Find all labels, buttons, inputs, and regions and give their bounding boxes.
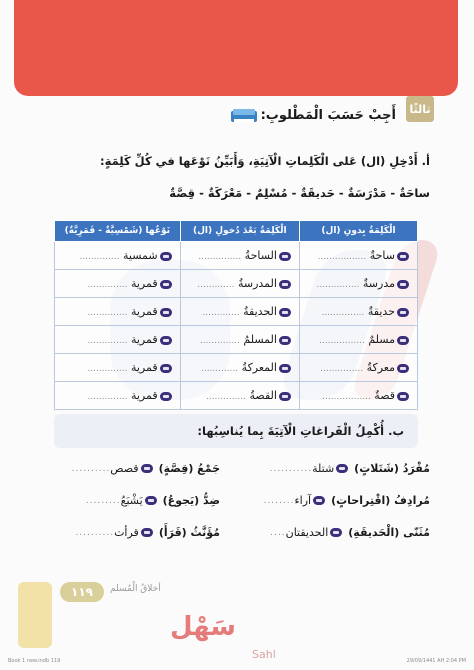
word-list: ساحَةٌ - مَدْرَسَةٌ - حَديقَةٌ - مُسْلِمٌ - مَعْرَكَةٌ - قِصَّةٌ bbox=[169, 186, 430, 200]
table-header-row bbox=[55, 221, 418, 242]
table-cell: قمرية .............. bbox=[55, 326, 181, 354]
book-icon bbox=[230, 107, 258, 125]
cell-answer: المسلمُ bbox=[243, 333, 277, 346]
exercise-answer: آراء bbox=[294, 494, 312, 507]
exercise-answer: قرأت bbox=[114, 526, 139, 539]
table-row bbox=[55, 382, 418, 410]
exercise-row: ضِدُّ (يَجوعُ) يَشْبَعُ ......... bbox=[85, 494, 220, 507]
exercise-answer: قصص bbox=[110, 462, 139, 475]
bullet-icon bbox=[313, 496, 325, 505]
print-info-right: 29/09/1441 AH 2:04 PM bbox=[406, 658, 466, 664]
cell-answer: المدرسةُ bbox=[237, 277, 277, 290]
bullet-icon bbox=[160, 308, 172, 317]
main-instruction: أَجِبْ حَسَبَ الْمَطْلوبِ: bbox=[260, 108, 396, 123]
bullet-icon bbox=[160, 392, 172, 401]
bullet-icon bbox=[279, 364, 291, 373]
bullet-icon bbox=[145, 496, 157, 505]
col-header-type: نَوْعُها (شَمْسِيَّةٌ - قَمَرِيَّةٌ) bbox=[55, 221, 181, 242]
cell-answer: قمرية bbox=[130, 361, 158, 374]
part-b-instruction: ب. أُكْمِلُ الْفَراغاتِ الْآتِيَةَ بِما يُناسِبُها: bbox=[197, 424, 404, 438]
table-cell: المدرسةُ ............. bbox=[180, 270, 299, 298]
bullet-icon bbox=[397, 336, 409, 345]
exercise-row: مُفْرَدُ (شَتَلاتٍ) شتلة ........... bbox=[269, 462, 430, 475]
page-number: ١١٩ bbox=[60, 582, 104, 602]
watermark-logo: سَهْل bbox=[170, 612, 236, 642]
cell-answer: معركةٌ bbox=[366, 361, 395, 374]
col-header-without-al: الْكَلِمَةُ بِدونِ (ال) bbox=[299, 221, 417, 242]
exercise-answer: يَشْبَعُ bbox=[120, 494, 143, 507]
exercise-row: مُرادِفُ (اقْتِراحاتٍ) آراء ........ bbox=[263, 494, 430, 507]
cell-answer: القصةُ bbox=[249, 389, 277, 402]
exercise-answer: الحديقتان bbox=[285, 526, 329, 539]
exercise-prompt: مُثَنّى (الْحَديقَةِ) bbox=[348, 526, 430, 539]
bullet-icon bbox=[279, 252, 291, 261]
exercise-row: جَمْعُ (قِصَّةٍ) قصص .......... bbox=[71, 462, 220, 475]
cell-answer: ساحةٌ bbox=[369, 249, 395, 262]
bullet-icon bbox=[397, 252, 409, 261]
table-cell: قصةٌ ................. bbox=[299, 382, 417, 410]
cell-answer: قصةٌ bbox=[374, 389, 395, 402]
section-badge: ثالثًا bbox=[406, 96, 434, 122]
bullet-icon bbox=[279, 336, 291, 345]
exercise-prompt: مُفْرَدُ (شَتَلاتٍ) bbox=[354, 462, 430, 475]
cell-answer: قمرية bbox=[130, 389, 158, 402]
bullet-icon bbox=[160, 364, 172, 373]
cell-answer: قمرية bbox=[130, 305, 158, 318]
bullet-icon bbox=[397, 308, 409, 317]
table-cell: القصةُ .............. bbox=[180, 382, 299, 410]
exercise-prompt: مُرادِفُ (اقْتِراحاتٍ) bbox=[331, 494, 430, 507]
bullet-icon bbox=[160, 280, 172, 289]
publisher-logo bbox=[18, 582, 52, 648]
bullet-icon bbox=[141, 464, 153, 473]
cell-answer: قمرية bbox=[130, 333, 158, 346]
footer-title: أخلاقُ الْمُسلم bbox=[110, 584, 161, 594]
bullet-icon bbox=[330, 528, 342, 537]
table-cell: حديقةٌ ............... bbox=[299, 298, 417, 326]
table-row bbox=[55, 354, 418, 382]
exercise-prompt: ضِدُّ (يَجوعُ) bbox=[162, 494, 220, 507]
bullet-icon bbox=[141, 528, 153, 537]
exercise-row: مُثَنّى (الْحَديقَةِ) الحديقتان .... bbox=[270, 526, 430, 539]
bullet-icon bbox=[397, 364, 409, 373]
bullet-icon bbox=[160, 336, 172, 345]
table-cell: الساحةُ ............... bbox=[180, 242, 299, 270]
table-row bbox=[55, 326, 418, 354]
exercise-prompt: مُؤَنَّثُ (قَرَأَ) bbox=[158, 526, 220, 539]
cell-answer: المعركةُ bbox=[241, 361, 277, 374]
cell-answer: حديقةٌ bbox=[367, 305, 395, 318]
table-cell: مسلمٌ ................ bbox=[299, 326, 417, 354]
table-cell: الحديقةُ ............. bbox=[180, 298, 299, 326]
bullet-icon bbox=[279, 280, 291, 289]
table-cell: مدرسةٌ ............... bbox=[299, 270, 417, 298]
answer-table bbox=[54, 220, 418, 410]
exercise-answer: شتلة bbox=[312, 462, 335, 475]
top-banner bbox=[14, 0, 458, 96]
bullet-icon bbox=[397, 280, 409, 289]
cell-answer: شمسية bbox=[123, 249, 158, 262]
table-row bbox=[55, 270, 418, 298]
table-cell: قمرية .............. bbox=[55, 354, 181, 382]
bullet-icon bbox=[160, 252, 172, 261]
cell-answer: مدرسةٌ bbox=[362, 277, 395, 290]
exercise-prompt: جَمْعُ (قِصَّةٍ) bbox=[158, 462, 220, 475]
table-cell: قمرية .............. bbox=[55, 270, 181, 298]
table-cell: ساحةٌ ................. bbox=[299, 242, 417, 270]
bullet-icon bbox=[397, 392, 409, 401]
cell-answer: الحديقةُ bbox=[243, 305, 277, 318]
print-info-left: Book 1 new.indb 119 bbox=[8, 658, 61, 664]
table-row bbox=[55, 298, 418, 326]
bullet-icon bbox=[279, 392, 291, 401]
part-a-instruction: أ. أَدْخِلِ (ال) عَلى الْكَلِماتِ الْآتِيَةِ، وَأَبَيِّنُ نَوْعَها في كُلِّ كَلِمَةٍ: bbox=[100, 154, 430, 168]
table-cell: معركةٌ ............... bbox=[299, 354, 417, 382]
col-header-with-al: الْكَلِمَةُ بَعْدَ دُخولِ (ال) bbox=[180, 221, 299, 242]
cell-answer: قمرية bbox=[130, 277, 158, 290]
table-cell: شمسية .............. bbox=[55, 242, 181, 270]
table-cell: المسلمُ .............. bbox=[180, 326, 299, 354]
exercise-row: مُؤَنَّثُ (قَرَأَ) قرأت .......... bbox=[75, 526, 220, 539]
cell-answer: الساحةُ bbox=[244, 249, 277, 262]
cell-answer: مسلمٌ bbox=[368, 333, 395, 346]
table-row bbox=[55, 242, 418, 270]
table-cell: قمرية .............. bbox=[55, 298, 181, 326]
watermark-logo-en: Sahl bbox=[252, 648, 276, 661]
table-cell: قمرية .............. bbox=[55, 382, 181, 410]
bullet-icon bbox=[336, 464, 348, 473]
bullet-icon bbox=[279, 308, 291, 317]
table-cell: المعركةُ ............. bbox=[180, 354, 299, 382]
